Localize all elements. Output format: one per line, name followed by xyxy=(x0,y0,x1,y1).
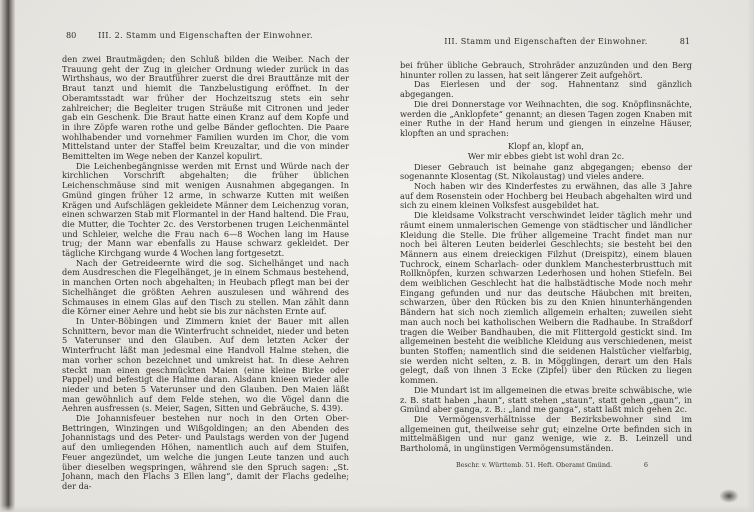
verse-line: Wer mir ebbes giebt ist wohl dran 2c. xyxy=(467,150,625,161)
scan-bottom-edge xyxy=(0,505,754,512)
paragraph: Die kleidsame Volkstracht verschwindet leider täglich mehr und räumt einem unmalerischen Gemenge von städtischer und ländlicher Kleidung die Stelle. Die früher allgemeine Tracht findet man nur noch bei älteren Leuten beiderlei Geschlechts; sie besteht bei den Männern aus einem dreieckigen Filzhut (Dreispitz), einem blauen Tuchrock, einem Scharlach- oder dunklem Manchesterbrusttuch mit Rollknöpfen, kurzen schwarzen Lederhosen und hohen Stiefeln. Bei dem weiblichen Geschlecht hat die halbstädtische Mode noch mehr Eingang gefunden und nur das deutsche Häubchen mit breiten, schwarzen, über den Rücken bis zu den Knien hinunterhängenden Bändern hat sich noch ziemlich allgemein erhalten; zuweilen sieht man auch noch bei katholischen Weibern die Radhaube. In Straßdorf tragen die Weiber Bandhauben, die mit Flittergold gestickt sind. Im allgemeinen besteht die weibliche Kleidung aus verschiedenen, meist bunten Stoffen; namentlich sind die seidenen Halstücher vielfarbig, sie werden nicht selten, z. B. in Mögglingen, derart um den Hals gelegt, daß von ihnen 3 Ecke (Zipfel) über den Rücken zu liegen kommen. xyxy=(400,210,692,386)
paragraph: Dieser Gebrauch ist beinahe ganz abgegangen; ebenso der sogenannte Klosentag (St. Nikolaustag) und vieles andere. xyxy=(400,161,692,182)
page-right xyxy=(400,36,692,469)
paragraph: Das Eierlesen und der sog. Hahnentanz sind gänzlich abgegangen. xyxy=(400,79,692,100)
page-right-running-header: III. Stamm und Eigenschaften der Einwohner. xyxy=(444,36,648,46)
paragraph: Die drei Donnerstage vor Weihnachten, die sog. Knöpflinsnächte, werden die „Anklopfete“ genannt; an diesen Tagen zogen Knaben mit einer Ruthe in der Hand herum und giengen in einzelne Häuser, klopften an und sprachen: xyxy=(400,98,692,138)
page-right-header xyxy=(400,36,692,46)
paragraph: In Unter-Böbingen und Zimmern kniet der Bauer mit allen Schnittern, bevor man die Winterfrucht schneidet, nieder und beten 5 Vaterunser und den Glauben. Auf dem letzten Acker der Winterfrucht läßt man jedesmal eine Handvoll Halme stehen, die man vorher schon bezeichnet und umkreist hat. In diese Aehren steckt man einen geschmückten Maien (eine kleine Birke oder Pappel) und befestigt die Halme daran. Alsdann knieen wieder alle nieder und beten 5 Vaterunser und den Glauben. Den Maien läßt man gewöhnlich auf dem Felde stehen, wo die Vögel dann die Aehren ausfressen (s. Meier, Sagen, Sitten und Gebräuche, S. 439). xyxy=(62,315,349,414)
paragraph: Nach der Getreideernte wird die sog. Sichelhänget und nach dem Ausdreschen die Flegelhänget, je in einem Schmaus bestehend, in manchen Orten noch abgehalten; in Heubach pflegt man bei der Sichelhänget die größten Aehren auszulesen und während des Schmauses in einem Glas auf den Tisch zu stellen. Man zählt dann die Körner einer Aehre und hebt sie bis zur nächsten Ernte auf. xyxy=(62,257,349,317)
page-left-running-header: III. 2. Stamm und Eigenschaften der Einwohner. xyxy=(98,30,313,40)
paragraph: bei früher übliche Gebrauch, Strohräder anzuzünden und den Berg hinunter rollen zu lassen, hat seit längerer Zeit aufgehört. xyxy=(400,60,692,80)
sheet-signature: 6 xyxy=(643,460,648,469)
page-left-body xyxy=(62,55,349,492)
paragraph: Die Leichenbegängnisse werden mit Ernst und Würde nach der kirchlichen Vorschrift abgehalten; die früher üblichen Leichenschmäuse sind mit wenigen Ausnahmen abgegangen. In Gmünd gingen früher 12 arme, in schwarze Kutten mit weißen Krägen und Aufschlägen gekleidete Männer dem Leichenzug voran, einen schwarzen Stab mit Flormantel in der Hand haltend. Die Frau, die Mutter, die Tochter 2c. des Verstorbenen trugen Leichenmäntel und Schleier, welche die Frau nach 6—8 Wochen lang im Hause trug; der Mann war ebenfalls zu Hause schwarz gekleidet. Der tägliche Kirchgang wurde 4 Wochen lang fortgesetzt. xyxy=(62,160,349,259)
paragraph: Die Vermögensverhältnisse der Bezirksbewohner sind im allgemeinen gut, theilweise sehr gut; einzelne Orte befinden sich in mittelmäßigen und nur ganz wenige, wie z. B. Leinzell und Bartholomä, in ungünstigen Vermögensumständen. xyxy=(400,413,692,454)
paragraph: den zwei Brautmägden; den Schluß bilden die Weiber. Nach der Trauung geht der Zug in gleicher Ordnung wieder zurück in das Wirthshaus, wo der Brautführer zuerst die drei Brauttänze mit der Braut tanzt und hiemit die Tanzbelustigung eröffnet. In der Oberamtsstadt war früher der Hochzeitszug stets ein sehr zahlreicher; die Begleiter trugen Sträuße mit Citronen und jeder gab ein Geschenk. Die Braut hatte einen Kranz auf dem Kopfe und in ihre Zöpfe waren rothe und gelbe Bänder geflochten. Die Paare wohlhabender und vornehmer Familien wurden im Chor, die vom Mittelstand unter der Staffel beim Kreuzaltar, und die von minder Bemittelten im Wege neben der Kanzel kopulirt. xyxy=(62,54,349,162)
scan-right-edge xyxy=(747,0,754,512)
scan-corner-smudge xyxy=(719,489,739,503)
paragraph: Die Johannisfeuer bestehen nur noch in den Orten Ober-Bettringen, Winzingen und Wißgoldingen; an den Abenden des Johannistags und des Peter- und Paulstags werden von der Jugend auf den umliegenden Höhen, namentlich auch auf dem Stuifen, Feuer angezündet, um welche die jungen Leute tanzen und auch über dieselben wegspringen, während sie den Spruch sagen: „St. Johann, mach den Flachs 3 Ellen lang“, damit der Flachs gedeihe; der da- xyxy=(62,413,349,491)
page-left-header xyxy=(62,30,349,40)
paragraph: Die Mundart ist im allgemeinen die etwas breite schwäbische, wie z. B. statt haben „haun“, statt stehen „staun“, statt gehen „gaun“, in Gmünd aber ganga, z. B.: „land me ganga“, statt laßt mich gehen 2c. xyxy=(400,384,692,415)
imprint-line: Beschr. v. Württemb. 51. Heft. Oberamt Gmünd. xyxy=(456,460,613,469)
paragraph: Noch haben wir des Kinderfestes zu erwähnen, das alle 3 Jahre auf dem Rosenstein oder Hochberg bei Heubach abgehalten wird und sich zu einem kleinen Volksfest ausgebildet hat. xyxy=(400,181,692,211)
verse-line: Klopf an, klopf an, xyxy=(507,140,585,151)
page-left xyxy=(62,30,349,492)
book-spine-edge xyxy=(0,0,16,512)
verse xyxy=(400,141,692,161)
page-right-footer xyxy=(400,461,692,469)
page-left-number: 80 xyxy=(66,30,77,40)
page-right-body xyxy=(400,61,692,454)
page-right-number: 81 xyxy=(679,36,690,46)
